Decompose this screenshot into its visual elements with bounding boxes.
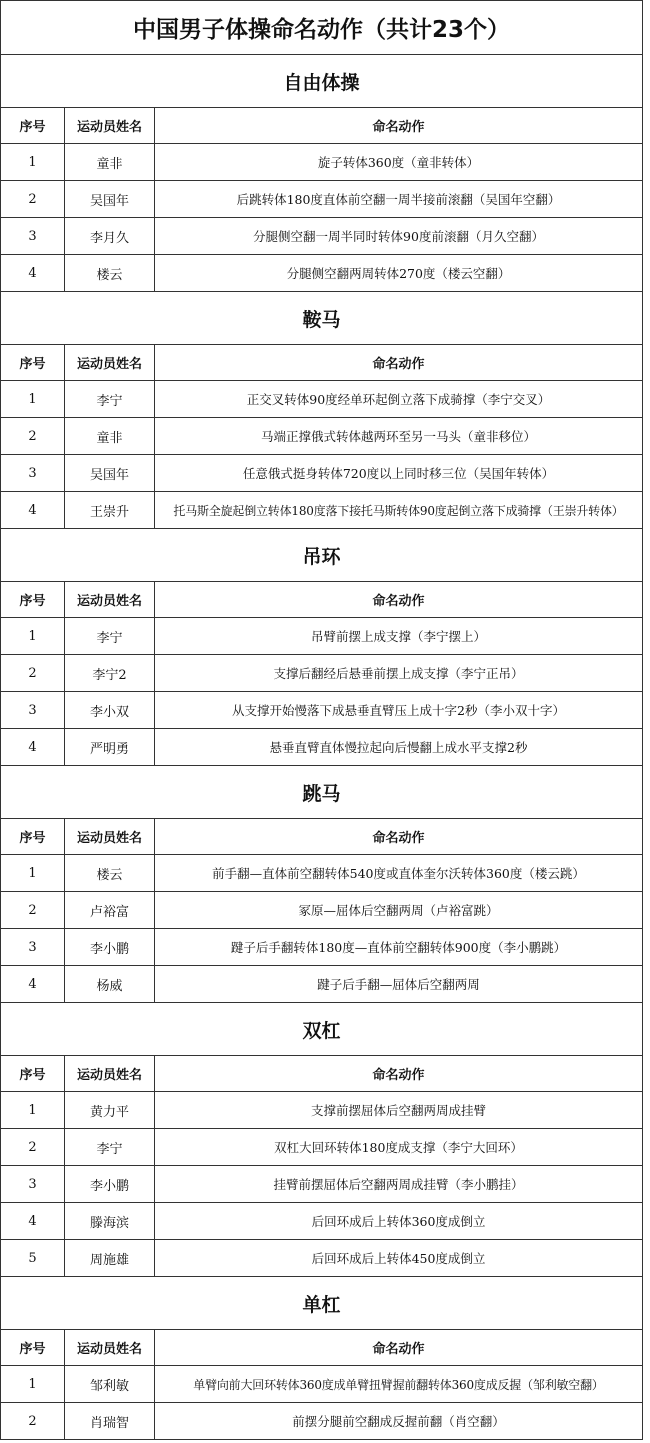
- page-title: 中国男子体操命名动作（共计23个）: [0, 0, 643, 55]
- table-row: [0, 855, 643, 892]
- row-index: 1: [1, 1092, 65, 1128]
- table-row: [0, 1366, 643, 1403]
- row-athlete: 李小鹏: [65, 929, 155, 965]
- column-header-row: [0, 582, 643, 618]
- table-row: [0, 1166, 643, 1203]
- table-row: [0, 1403, 643, 1440]
- header-athlete: 运动员姓名: [65, 819, 155, 854]
- row-index: 2: [1, 1403, 65, 1439]
- header-index: 序号: [1, 1330, 65, 1365]
- row-index: 5: [1, 1240, 65, 1276]
- row-move: 支撑前摆屈体后空翻两周成挂臂: [310, 1103, 486, 1118]
- row-athlete: 滕海滨: [65, 1203, 155, 1239]
- header-move: 命名动作: [372, 594, 425, 609]
- row-index: 1: [1, 1366, 65, 1402]
- row-index: 2: [1, 418, 65, 454]
- row-athlete: 李月久: [65, 218, 155, 254]
- header-index: 序号: [1, 345, 65, 380]
- table-row: [0, 181, 643, 218]
- table-row: [0, 692, 643, 729]
- row-index: 1: [1, 381, 65, 417]
- row-athlete: 童非: [65, 144, 155, 180]
- table-row: [0, 144, 643, 181]
- section-heading: 自由体操: [0, 55, 643, 108]
- row-index: 1: [1, 144, 65, 180]
- table-row: [0, 1203, 643, 1240]
- header-athlete: 运动员姓名: [65, 582, 155, 617]
- row-move: 分腿侧空翻两周转体270度（楼云空翻）: [286, 266, 511, 281]
- row-index: 3: [1, 692, 65, 728]
- table-row: [0, 455, 643, 492]
- header-move: 命名动作: [372, 1068, 425, 1083]
- table-row: [0, 218, 643, 255]
- row-move: 托马斯全旋起倒立转体180度落下接托马斯转体90度起倒立落下成骑撑（王崇升转体）: [173, 503, 624, 518]
- row-move: 从支撑开始慢落下成悬垂直臂压上成十字2秒（李小双十字）: [232, 703, 565, 718]
- row-index: 4: [1, 255, 65, 291]
- header-index: 序号: [1, 819, 65, 854]
- row-athlete: 童非: [65, 418, 155, 454]
- header-index: 序号: [1, 108, 65, 143]
- row-index: 4: [1, 492, 65, 528]
- row-athlete: 李宁: [65, 381, 155, 417]
- section-heading: 单杠: [0, 1277, 643, 1330]
- row-move: 旋子转体360度（童非转体）: [317, 155, 480, 170]
- row-athlete: 李小鹏: [65, 1166, 155, 1202]
- row-move: 后跳转体180度直体前空翻一周半接前滚翻（吴国年空翻）: [236, 192, 561, 207]
- header-index: 序号: [1, 582, 65, 617]
- row-athlete: 杨威: [65, 966, 155, 1002]
- column-header-row: [0, 819, 643, 855]
- row-move: 踺子后手翻—屈体后空翻两周: [317, 977, 480, 992]
- row-move: 正交叉转体90度经单环起倒立落下成骑撑（李宁交叉）: [246, 392, 551, 407]
- header-index: 序号: [1, 1056, 65, 1091]
- row-move: 马端正撑俄式转体越两环至另一马头（童非移位）: [260, 429, 536, 444]
- row-move: 后回环成后上转体450度成倒立: [311, 1251, 486, 1266]
- column-header-row: [0, 1330, 643, 1366]
- row-index: 2: [1, 1129, 65, 1165]
- header-move: 命名动作: [372, 357, 425, 372]
- row-index: 1: [1, 618, 65, 654]
- row-athlete: 肖瑞智: [65, 1403, 155, 1439]
- row-index: 3: [1, 218, 65, 254]
- table-row: [0, 966, 643, 1003]
- column-header-row: [0, 108, 643, 144]
- row-athlete: 吴国年: [65, 455, 155, 491]
- row-athlete: 李宁: [65, 1129, 155, 1165]
- row-athlete: 黄力平: [65, 1092, 155, 1128]
- row-index: 2: [1, 181, 65, 217]
- table-row: [0, 1129, 643, 1166]
- table-row: [0, 729, 643, 766]
- column-header-row: [0, 345, 643, 381]
- row-move: 踺子后手翻转体180度—直体前空翻转体900度（李小鹏跳）: [230, 940, 567, 955]
- row-athlete: 李宁2: [65, 655, 155, 691]
- row-index: 4: [1, 1203, 65, 1239]
- row-index: 4: [1, 729, 65, 765]
- row-move: 单臂向前大回环转体360度成单臂扭臂握前翻转体360度成反握（邹利敏空翻）: [193, 1377, 604, 1392]
- row-move: 任意俄式挺身转体720度以上同时移三位（吴国年转体）: [242, 466, 555, 481]
- table-row: [0, 492, 643, 529]
- row-move: 双杠大回环转体180度成支撑（李宁大回环）: [274, 1140, 523, 1155]
- row-index: 3: [1, 1166, 65, 1202]
- row-move: 分腿侧空翻一周半同时转体90度前滚翻（月久空翻）: [253, 229, 544, 244]
- row-move: 前摆分腿前空翻成反握前翻（肖空翻）: [292, 1414, 505, 1429]
- row-athlete: 吴国年: [65, 181, 155, 217]
- row-athlete: 卢裕富: [65, 892, 155, 928]
- header-move: 命名动作: [372, 1342, 425, 1357]
- table-row: [0, 1092, 643, 1129]
- row-move: 挂臂前摆屈体后空翻两周成挂臂（李小鹏挂）: [273, 1177, 524, 1192]
- table-row: [0, 892, 643, 929]
- header-athlete: 运动员姓名: [65, 345, 155, 380]
- table-row: [0, 381, 643, 418]
- row-athlete: 李宁: [65, 618, 155, 654]
- row-athlete: 李小双: [65, 692, 155, 728]
- header-move: 命名动作: [372, 120, 425, 135]
- row-athlete: 王崇升: [65, 492, 155, 528]
- header-move: 命名动作: [372, 831, 425, 846]
- section-heading: 吊环: [0, 529, 643, 582]
- row-athlete: 邹利敏: [65, 1366, 155, 1402]
- row-move: 前手翻—直体前空翻转体540度或直体奎尔沃转体360度（楼云跳）: [212, 866, 585, 881]
- table-row: [0, 1240, 643, 1277]
- row-index: 2: [1, 892, 65, 928]
- header-athlete: 运动员姓名: [65, 108, 155, 143]
- row-athlete: 严明勇: [65, 729, 155, 765]
- table-row: [0, 618, 643, 655]
- table-row: [0, 418, 643, 455]
- row-move: 吊臂前摆上成支撑（李宁摆上）: [310, 629, 486, 644]
- section-heading: 鞍马: [0, 292, 643, 345]
- row-move: 支撑后翻经后悬垂前摆上成支撑（李宁正吊）: [273, 666, 524, 681]
- section-heading: 跳马: [0, 766, 643, 819]
- row-index: 2: [1, 655, 65, 691]
- column-header-row: [0, 1056, 643, 1092]
- table-row: [0, 929, 643, 966]
- row-athlete: 楼云: [65, 855, 155, 891]
- row-move: 后回环成后上转体360度成倒立: [311, 1214, 486, 1229]
- row-athlete: 周施雄: [65, 1240, 155, 1276]
- row-index: 1: [1, 855, 65, 891]
- section-heading: 双杠: [0, 1003, 643, 1056]
- row-index: 3: [1, 929, 65, 965]
- table-row: [0, 655, 643, 692]
- table-row: [0, 255, 643, 292]
- row-athlete: 楼云: [65, 255, 155, 291]
- row-index: 4: [1, 966, 65, 1002]
- row-index: 3: [1, 455, 65, 491]
- header-athlete: 运动员姓名: [65, 1056, 155, 1091]
- header-athlete: 运动员姓名: [65, 1330, 155, 1365]
- row-move: 悬垂直臂直体慢拉起向后慢翻上成水平支撑2秒: [269, 740, 528, 755]
- row-move: 冢原—屈体后空翻两周（卢裕富跳）: [298, 903, 499, 918]
